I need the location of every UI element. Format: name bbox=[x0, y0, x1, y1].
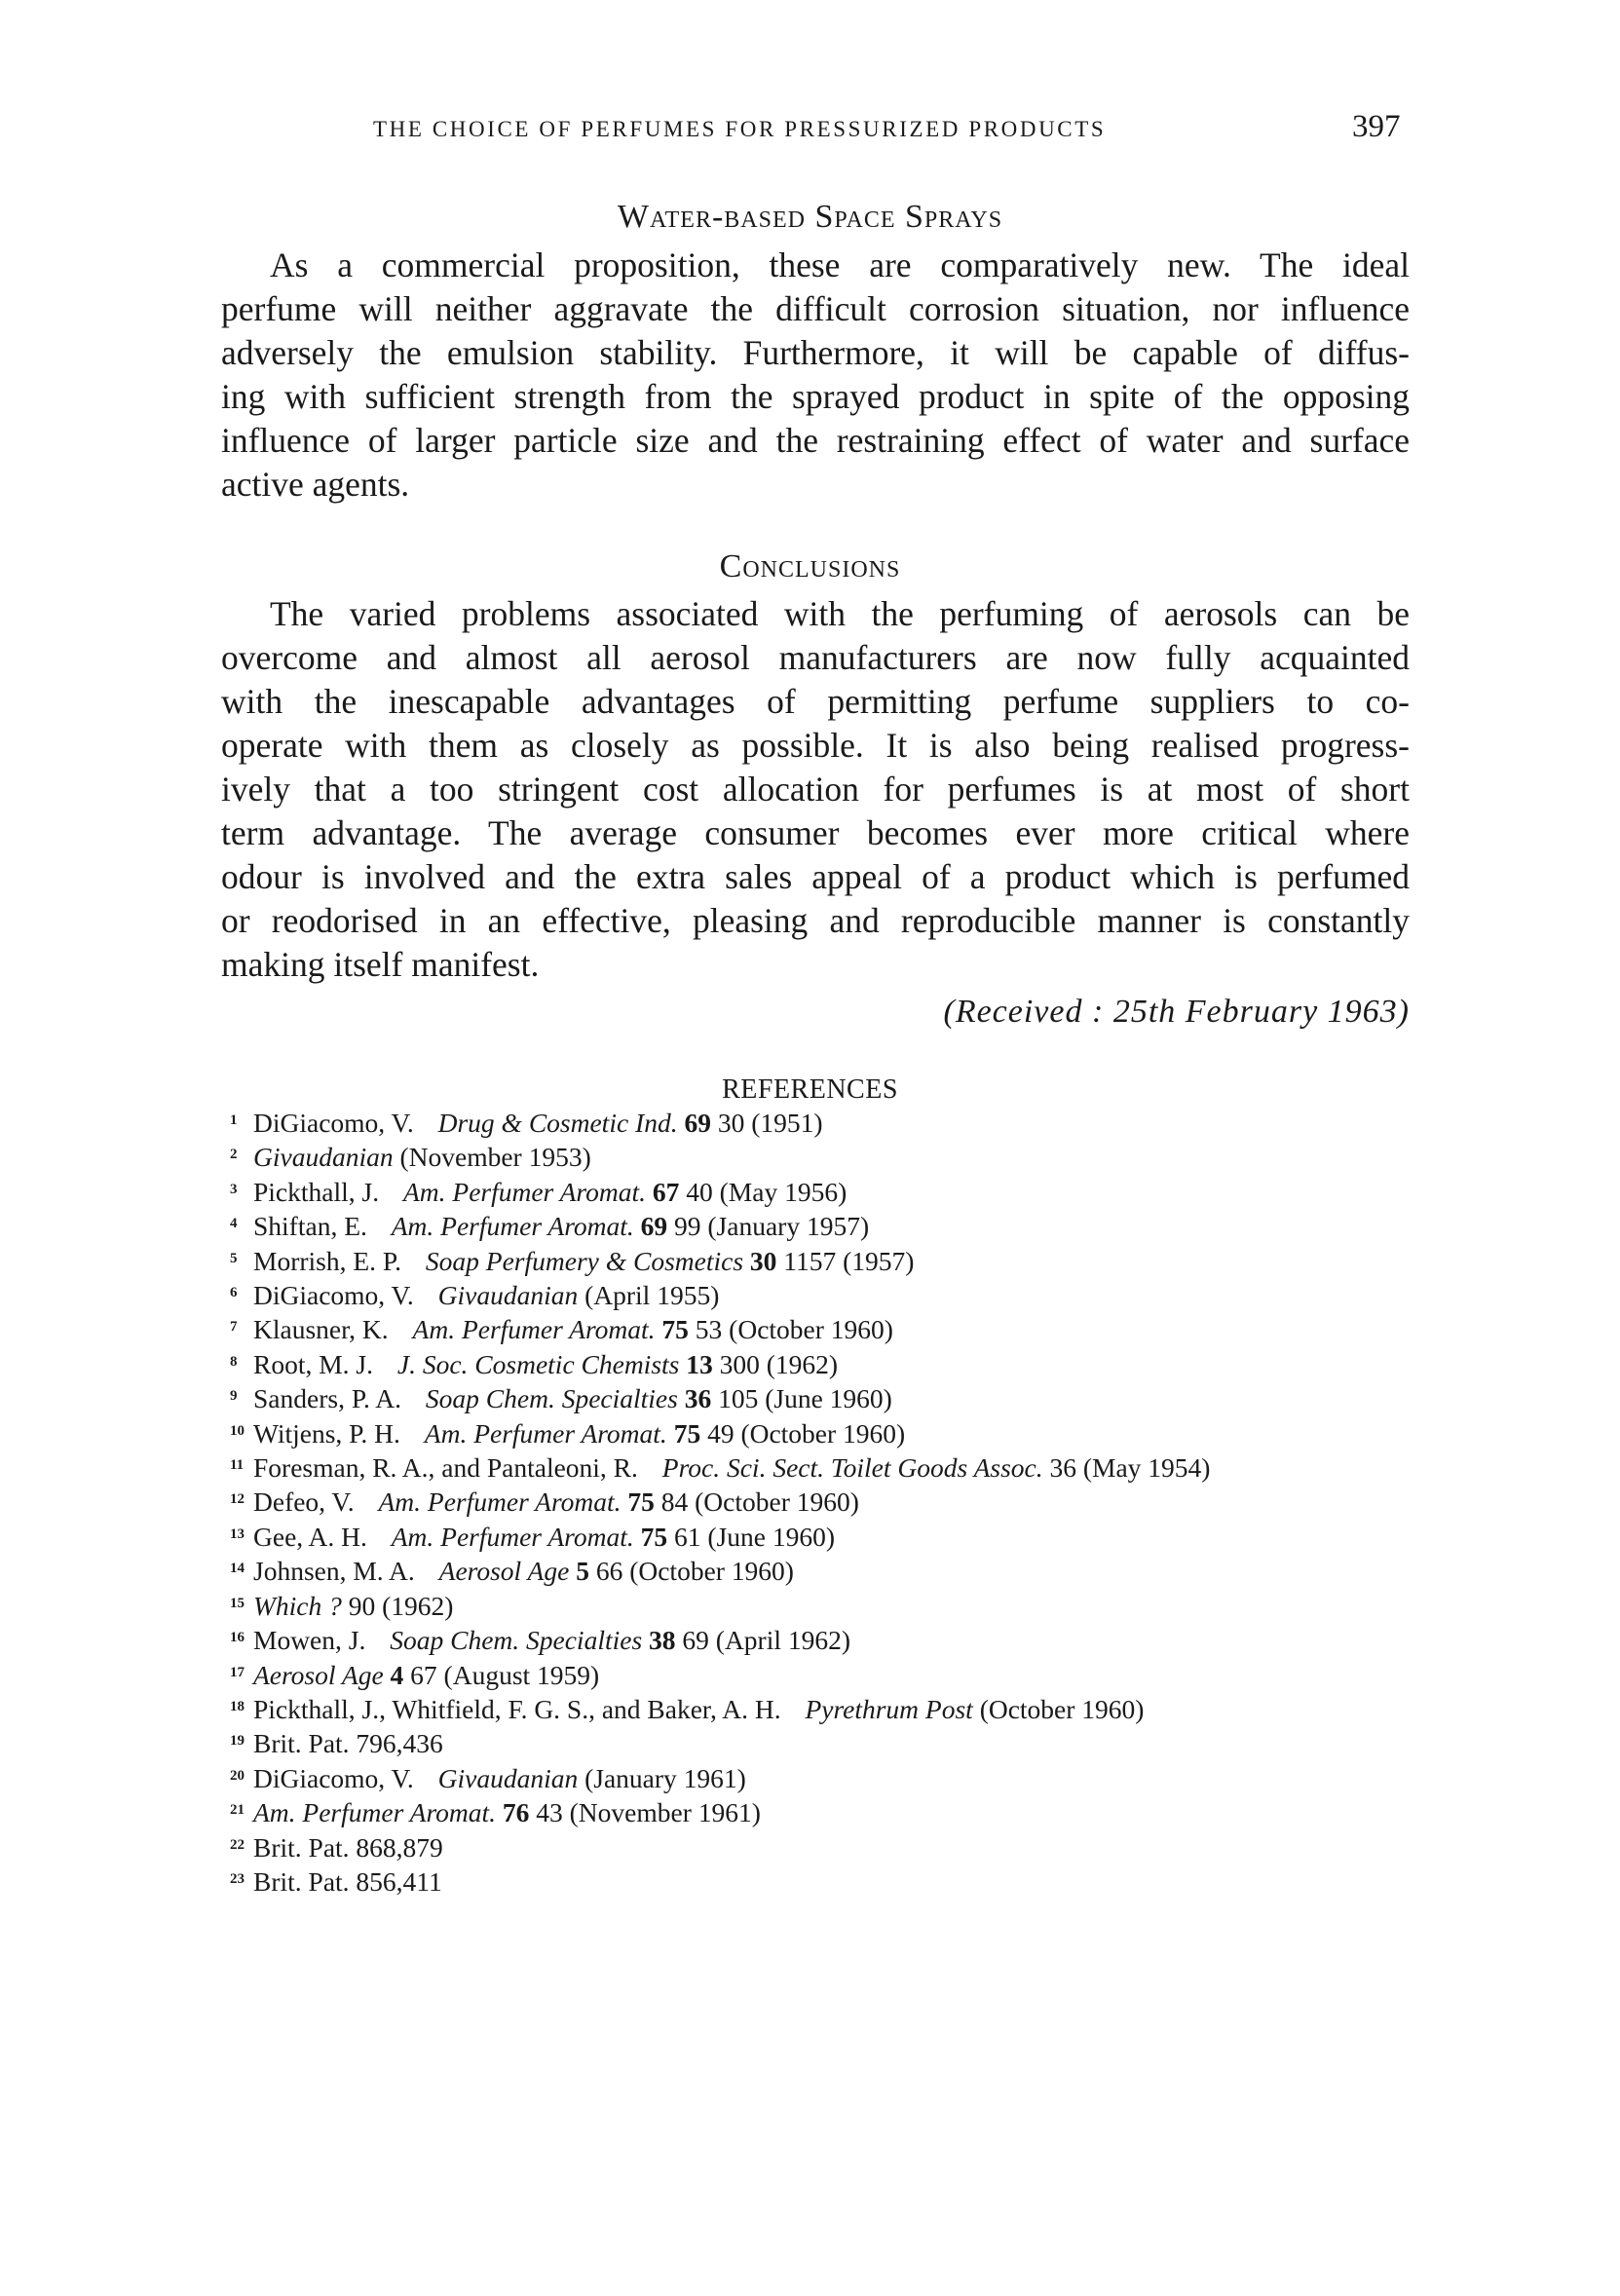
reference-text bbox=[253, 1175, 1411, 1209]
reference-source: Am. Perfumer Aromat. bbox=[391, 1211, 634, 1242]
references-heading: REFERENCES bbox=[722, 1074, 898, 1105]
reference-text bbox=[253, 1312, 1411, 1346]
reference-source: Givaudanian bbox=[437, 1280, 579, 1311]
reference-volume: 36 bbox=[684, 1383, 712, 1414]
reference-item bbox=[230, 1658, 1411, 1692]
reference-source: Drug & Cosmetic Ind. bbox=[437, 1108, 678, 1138]
reference-segment: 66 (October 1960) bbox=[595, 1556, 794, 1587]
reference-text bbox=[253, 1589, 1411, 1623]
reference-number: 18 bbox=[230, 1698, 245, 1714]
paragraph-line: As a commercial proposition, these are comparatively new. The ideal bbox=[270, 245, 1410, 284]
reference-source: Am. Perfumer Aromat. bbox=[378, 1487, 622, 1518]
reference-number: 13 bbox=[230, 1525, 245, 1542]
reference-text bbox=[253, 1554, 1411, 1588]
reference-text bbox=[253, 1347, 1411, 1381]
reference-source: Am. Perfumer Aromat. bbox=[424, 1417, 667, 1449]
reference-text bbox=[253, 1830, 1411, 1864]
reference-segment: Root, M. J. bbox=[253, 1348, 374, 1379]
reference-volume: 13 bbox=[686, 1348, 713, 1379]
reference-segment: 67 (August 1959) bbox=[410, 1659, 600, 1690]
reference-text bbox=[253, 1140, 1411, 1174]
reference-item bbox=[230, 1726, 1411, 1760]
reference-segment: 90 (1962) bbox=[348, 1590, 454, 1621]
reference-segment: (October 1960) bbox=[979, 1693, 1145, 1724]
reference-segment: DiGiacomo, V. bbox=[253, 1280, 414, 1311]
section-heading-water-based-space-sprays: Water-based Space Sprays bbox=[617, 199, 1003, 235]
reference-text bbox=[253, 1485, 1411, 1519]
paragraph-line: or reodorised in an effective, pleasing and reproducible manner is constantly bbox=[221, 901, 1410, 940]
reference-segment: (November 1953) bbox=[399, 1142, 591, 1173]
reference-number: 16 bbox=[230, 1630, 245, 1646]
reference-text bbox=[253, 1209, 1411, 1243]
reference-item bbox=[230, 1209, 1411, 1243]
reference-volume: 75 bbox=[661, 1314, 689, 1345]
reference-number: 11 bbox=[230, 1457, 245, 1474]
reference-source: Givaudanian bbox=[253, 1142, 394, 1173]
reference-item bbox=[230, 1795, 1411, 1829]
reference-number: 15 bbox=[230, 1595, 245, 1611]
reference-text bbox=[253, 1244, 1411, 1278]
reference-number: 7 bbox=[230, 1319, 238, 1336]
reference-text bbox=[253, 1864, 1411, 1899]
reference-volume: 75 bbox=[640, 1521, 668, 1552]
reference-item bbox=[230, 1761, 1411, 1795]
reference-text bbox=[253, 1416, 1411, 1450]
reference-segment: DiGiacomo, V. bbox=[253, 1762, 414, 1793]
reference-number: 2 bbox=[230, 1147, 238, 1163]
reference-number: 21 bbox=[230, 1802, 245, 1819]
reference-source: Am. Perfumer Aromat. bbox=[391, 1521, 634, 1552]
reference-source: Aerosol Age bbox=[253, 1659, 384, 1690]
reference-item bbox=[230, 1278, 1411, 1312]
reference-number: 5 bbox=[230, 1250, 238, 1266]
reference-segment: 36 (May 1954) bbox=[1049, 1452, 1211, 1484]
reference-text bbox=[253, 1761, 1411, 1795]
reference-segment: 300 (1962) bbox=[719, 1348, 839, 1379]
reference-item bbox=[230, 1381, 1411, 1415]
reference-item bbox=[230, 1244, 1411, 1278]
paragraph-water-based-space-sprays bbox=[221, 244, 1410, 507]
reference-volume: 69 bbox=[640, 1211, 668, 1242]
reference-source: Which ? bbox=[253, 1590, 342, 1621]
paragraph-line: term advantage. The average consumer becomes ever more critical where bbox=[221, 813, 1410, 852]
reference-segment: 69 (April 1962) bbox=[682, 1625, 851, 1656]
paragraph-line: with the inescapable advantages of permitting perfume suppliers to co- bbox=[221, 682, 1410, 721]
page-number: 397 bbox=[1352, 109, 1401, 144]
reference-item bbox=[230, 1830, 1411, 1864]
reference-segment: Defeo, V. bbox=[253, 1487, 355, 1518]
reference-segment: DiGiacomo, V. bbox=[253, 1108, 414, 1138]
reference-segment: (January 1961) bbox=[584, 1762, 746, 1793]
paragraph-line: overcome and almost all aerosol manufacturers are now fully acquainted bbox=[221, 638, 1410, 677]
reference-item bbox=[230, 1589, 1411, 1623]
reference-segment: Morrish, E. P. bbox=[253, 1245, 402, 1276]
reference-source: Soap Perfumery & Cosmetics bbox=[425, 1245, 744, 1276]
reference-item bbox=[230, 1692, 1411, 1726]
reference-number: 6 bbox=[230, 1285, 238, 1301]
reference-segment: Brit. Pat. 796,436 bbox=[253, 1728, 443, 1759]
reference-text bbox=[253, 1278, 1411, 1312]
reference-segment: Pickthall, J. bbox=[253, 1176, 380, 1207]
reference-segment: Brit. Pat. 868,879 bbox=[253, 1831, 443, 1863]
reference-number: 14 bbox=[230, 1561, 245, 1577]
reference-volume: 67 bbox=[652, 1176, 680, 1207]
reference-volume: 38 bbox=[649, 1625, 676, 1656]
reference-segment: Johnsen, M. A. bbox=[253, 1556, 415, 1587]
reference-number: 23 bbox=[230, 1870, 245, 1887]
section-heading-conclusions: Conclusions bbox=[719, 548, 901, 584]
reference-item bbox=[230, 1450, 1411, 1485]
reference-segment: 105 (June 1960) bbox=[718, 1383, 892, 1414]
reference-number: 20 bbox=[230, 1767, 245, 1784]
paragraph-line: The varied problems associated with the perfuming of aerosols can be bbox=[270, 594, 1410, 633]
reference-volume: 5 bbox=[576, 1556, 589, 1587]
reference-number: 12 bbox=[230, 1491, 245, 1508]
references-list bbox=[230, 1106, 1411, 1899]
reference-item bbox=[230, 1623, 1411, 1657]
reference-volume: 30 bbox=[749, 1245, 777, 1276]
reference-number: 17 bbox=[230, 1664, 245, 1680]
paragraph-line: odour is involved and the extra sales appeal of a product which is perfumed bbox=[221, 857, 1410, 896]
reference-volume: 69 bbox=[684, 1108, 711, 1138]
reference-source: Am. Perfumer Aromat. bbox=[412, 1314, 656, 1345]
reference-text bbox=[253, 1726, 1411, 1760]
reference-source: Soap Chem. Specialties bbox=[390, 1625, 643, 1656]
reference-item bbox=[230, 1864, 1411, 1899]
reference-text bbox=[253, 1106, 1411, 1140]
reference-item bbox=[230, 1485, 1411, 1519]
paragraph-line: ing with sufficient strength from the sprayed product in spite of the opposing bbox=[221, 377, 1410, 416]
running-title: THE CHOICE OF PERFUMES FOR PRESSURIZED PRODUCTS bbox=[373, 117, 1107, 141]
reference-item bbox=[230, 1140, 1411, 1174]
reference-volume: 4 bbox=[390, 1659, 404, 1690]
reference-volume: 76 bbox=[502, 1797, 530, 1828]
reference-segment: 84 (October 1960) bbox=[660, 1487, 859, 1518]
reference-number: 4 bbox=[230, 1216, 238, 1232]
reference-text bbox=[253, 1520, 1411, 1554]
reference-source: J. Soc. Cosmetic Chemists bbox=[396, 1348, 680, 1379]
reference-item bbox=[230, 1106, 1411, 1140]
reference-item bbox=[230, 1312, 1411, 1346]
reference-segment: 99 (January 1957) bbox=[674, 1211, 870, 1242]
reference-number: 1 bbox=[230, 1112, 238, 1128]
reference-source: Am. Perfumer Aromat. bbox=[402, 1176, 646, 1207]
reference-segment: Klausner, K. bbox=[253, 1314, 389, 1345]
reference-segment: (April 1955) bbox=[584, 1280, 720, 1311]
reference-number: 10 bbox=[230, 1422, 245, 1439]
reference-segment: Mowen, J. bbox=[253, 1625, 366, 1656]
reference-text bbox=[253, 1450, 1411, 1485]
reference-item bbox=[230, 1175, 1411, 1209]
received-date: (Received : 25th February 1963) bbox=[943, 994, 1410, 1030]
reference-item bbox=[230, 1520, 1411, 1554]
reference-segment: Sanders, P. A. bbox=[253, 1383, 402, 1414]
reference-item bbox=[230, 1347, 1411, 1381]
reference-item bbox=[230, 1416, 1411, 1450]
reference-number: 9 bbox=[230, 1388, 238, 1405]
reference-number: 19 bbox=[230, 1733, 245, 1750]
paragraph-line: operate with them as closely as possible. It is also being realised progress- bbox=[221, 726, 1410, 765]
reference-source: Aerosol Age bbox=[438, 1556, 570, 1587]
reference-segment: 1157 (1957) bbox=[783, 1245, 915, 1276]
reference-segment: 49 (October 1960) bbox=[707, 1417, 906, 1449]
reference-segment: Pickthall, J., Whitfield, F. G. S., and Baker, A. H. bbox=[253, 1693, 781, 1724]
reference-segment: Foresman, R. A., and Pantaleoni, R. bbox=[253, 1452, 638, 1484]
reference-volume: 75 bbox=[673, 1417, 701, 1449]
reference-segment: Gee, A. H. bbox=[253, 1521, 367, 1552]
reference-number: 22 bbox=[230, 1836, 245, 1853]
reference-source: Soap Chem. Specialties bbox=[425, 1383, 678, 1414]
paragraph-line: making itself manifest. bbox=[221, 945, 540, 984]
paragraph-line: ively that a too stringent cost allocation for perfumes is at most of short bbox=[221, 770, 1410, 809]
paragraph-conclusions bbox=[221, 592, 1410, 987]
reference-source: Pyrethrum Post bbox=[805, 1693, 973, 1724]
paragraph-line: active agents. bbox=[221, 465, 410, 504]
reference-volume: 75 bbox=[627, 1487, 655, 1518]
reference-item bbox=[230, 1554, 1411, 1588]
paragraph-line: adversely the emulsion stability. Furthermore, it will be capable of diffus- bbox=[221, 333, 1410, 372]
reference-segment: 61 (June 1960) bbox=[674, 1521, 835, 1552]
reference-text bbox=[253, 1623, 1411, 1657]
reference-text bbox=[253, 1795, 1411, 1829]
reference-number: 3 bbox=[230, 1181, 238, 1197]
reference-segment: Shiftan, E. bbox=[253, 1211, 367, 1242]
reference-text bbox=[253, 1381, 1411, 1415]
reference-segment: Witjens, P. H. bbox=[253, 1417, 400, 1449]
reference-segment: 40 (May 1956) bbox=[686, 1176, 848, 1207]
reference-source: Proc. Sci. Sect. Toilet Goods Assoc. bbox=[661, 1452, 1043, 1484]
reference-segment: Brit. Pat. 856,411 bbox=[253, 1865, 442, 1897]
paragraph-line: perfume will neither aggravate the difficult corrosion situation, nor influence bbox=[221, 289, 1410, 328]
reference-source: Am. Perfumer Aromat. bbox=[253, 1797, 497, 1828]
reference-segment: 30 (1951) bbox=[717, 1108, 823, 1138]
reference-source: Givaudanian bbox=[437, 1762, 579, 1793]
reference-segment: 43 (November 1961) bbox=[536, 1797, 761, 1828]
reference-text bbox=[253, 1692, 1411, 1726]
reference-number: 8 bbox=[230, 1353, 238, 1370]
paragraph-line: influence of larger particle size and the restraining effect of water and surface bbox=[221, 421, 1410, 460]
reference-text bbox=[253, 1658, 1411, 1692]
reference-segment: 53 (October 1960) bbox=[695, 1314, 893, 1345]
